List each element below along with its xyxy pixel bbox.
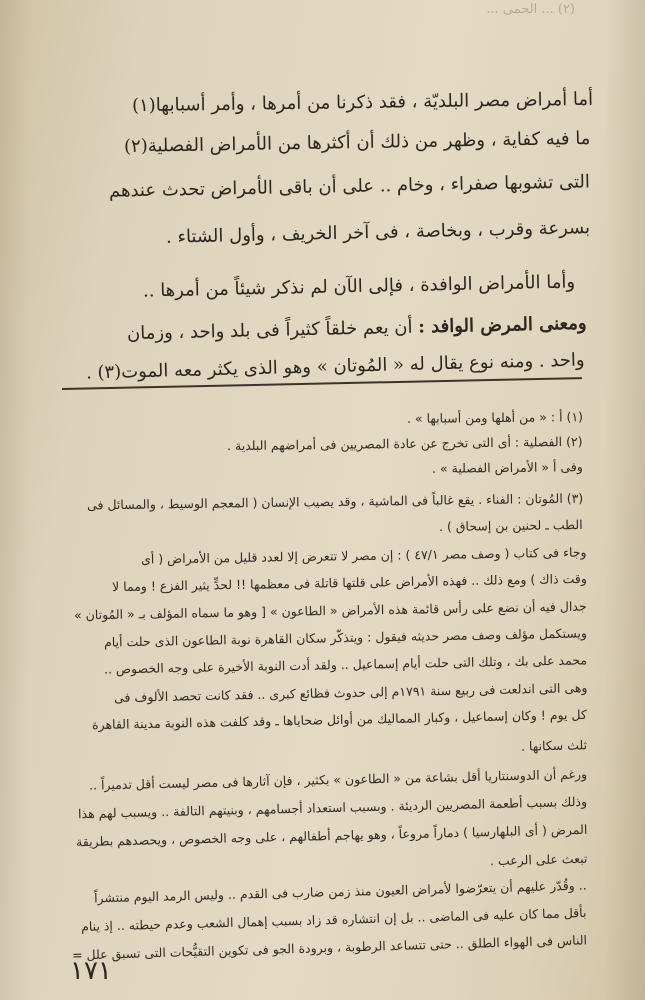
main-headword: ومعنى المرض الوافد : (418, 312, 588, 338)
footnote-line: ويستكمل مؤلف وصف مصر حديثه فيقول : ويتذكّر سكان القاهرة نوبة الطاعون الذى حلت أيام (103, 625, 588, 650)
main-text-line: واحد . ومنه نوع يقال له « المُوتان » وهو الذى يكثر معه الموت(٣) . (86, 349, 586, 384)
main-text-line: بسرعة وقرب ، وبخاصة ، فى آخر الخريف ، وأول الشتاء . (165, 217, 591, 248)
footnote-line: ثلث سكانها . (520, 737, 588, 754)
footnote-line: وهى التى اندلعت فى ربيع سنة ١٧٩١م إلى حدوث فظائع كبرى .. فقد كانت تحصد الألوف فى (113, 680, 588, 705)
footnote-line: تبعث على الرعب . (489, 850, 588, 869)
footnote-line: جدال فيه أن نضع على رأس قائمة هذه الأمراض « الطاعون » [ وهو ما سماه المؤلف بـ « المُوتان » (74, 598, 588, 623)
footnote-line: .. وقُدّر عليهم أن يتعرّضوا لأمراض العيون منذ زمن ضارب فى القدم .. وليس الرمد اليوم منتشراً (94, 877, 588, 906)
footnote-line: الناس فى الهواء الطلق .. حتى تتساعد الرطوبة ، وبرودة الجو فى تكوين التقيُّحات التى تسبق علل = (71, 932, 588, 963)
footnote-line: (١) أ : « من أهلها ومن أسبابها » . (406, 409, 584, 426)
main-text-line: وأما الأمراض الوافدة ، فإلى الآن لم نذكر شيئاً من أمرها .. (142, 271, 576, 302)
page-number: ١٧١ (70, 956, 112, 986)
footnote-line: بأقل مما كان عليه فى الماضى .. بل إن انتشاره قد زاد بسبب إهمال الشعب وعدم حيطته .. إذ ينام (81, 904, 588, 935)
bleed-through-text: (٢) ... الحمى ... (486, 2, 575, 17)
main-text-line (127, 313, 587, 345)
footnote-line: وفى أ « الأمراض الفصلية » . (432, 459, 584, 476)
footnote-line: محمد على بك ، وتلك التى حلت أيام إسماعيل .. ولقد أدت النوبة الأخيرة على وجه الخصوص .. (103, 652, 588, 677)
footnote-line: وقت ذاك ) ومع ذلك .. فهذه الأمراض على قلتها قاتلة فى معظمها !! لحدٍّ يثير الفزع ! ومما لا (112, 570, 588, 595)
page-edge-shadow (0, 0, 30, 1000)
main-text-line-rest: أن يعم خلقاً كثيراً فى بلد واحد ، وزمان (127, 316, 414, 345)
page-edge-shadow (605, 0, 645, 1000)
footnote-line: الطب ـ لحنين بن إسحاق ) . (439, 516, 584, 535)
main-text-line: التى تشوبها صفراء ، وخام .. على أن باقى الأمراض تحدث عندهم (108, 171, 591, 202)
footnote-line: (٢) الفصلية : أى التى تخرج عن عادة المصريين فى أمراضهم البلدية . (227, 433, 584, 454)
footnote-line: وجاء فى كتاب ( وصف مصر ٤٧/١ ) : إن مصر لا تتعرض إلا لعدد قليل من الأمراض ( أى (141, 544, 588, 567)
footnote-line: المرض ( أى البلهارسيا ) دماراً مروعاً ، وهو يهاجم أطفالهم ، على وجه الخصوص ، ويحصدهم بطريقة (75, 821, 588, 850)
main-text-line: أما أمراض مصر البلديّة ، فقد ذكرنا من أمرها ، وأمر أسبابها(١) (131, 88, 594, 117)
main-text-line: ما فيه كفاية ، وظهر من ذلك أن أكثرها من الأمراض الفصلية(٢) (123, 127, 591, 158)
footnote-line: وذلك بسبب أطعمة المصريين الرديئة . وبسبب استعداد أجسامهم ، وبنيتهم التالفة .. ويسبب لهم هذا (77, 793, 588, 822)
footnote-line: كل يوم ! وكان إسماعيل ، وكبار المماليك من أوائل ضحاياها ـ وقد كلفت هذه النوبة مدينة القاهرة (91, 706, 588, 733)
footnote-line: ورغم أن الدوسنتاريا أقل بشاعة من « الطاعون » بكثير ، فإن آثارها فى مصر ليست أقل تدميراً .. (88, 766, 588, 793)
footnote-line: (٣) المُوتان : الفناء . يقع غالباً فى الماشية ، وقد يصيب الإنسان ( المعجم الوسيط ، والمسائل فى (86, 490, 584, 513)
